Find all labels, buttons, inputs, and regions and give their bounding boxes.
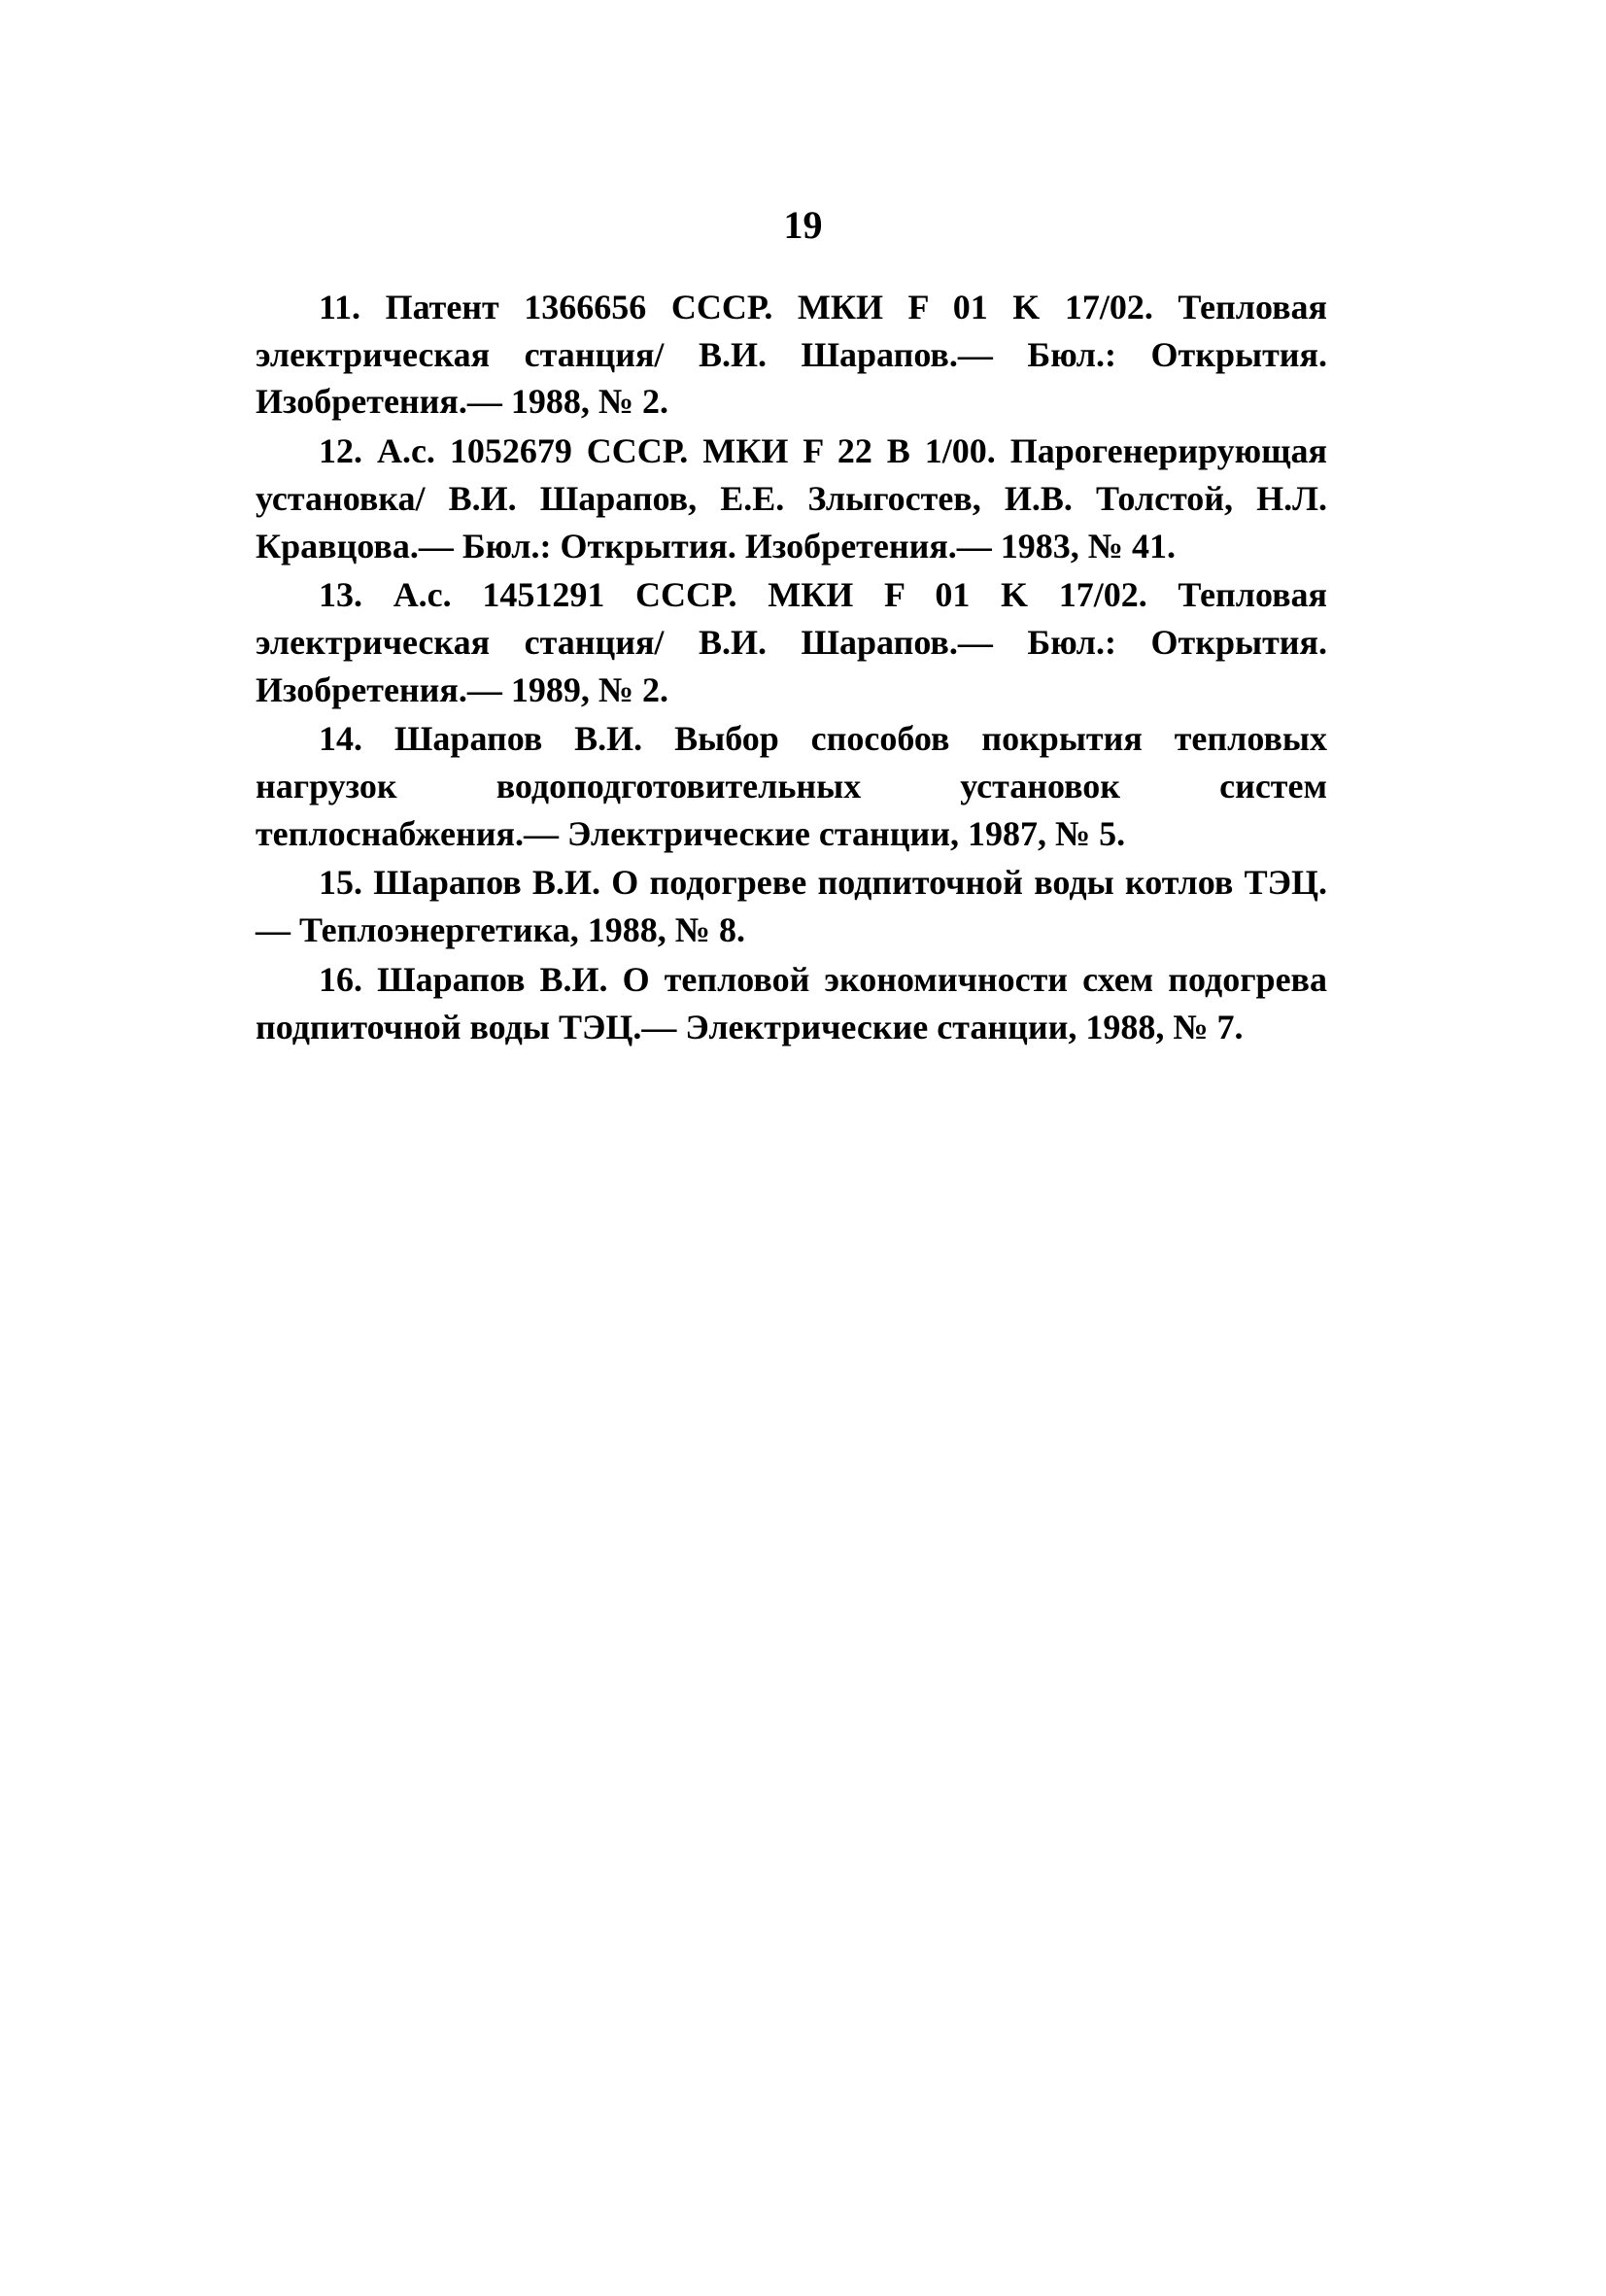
reference-item-13: 13. А.с. 1451291 СССР. МКИ F 01 K 17/02. Тепловая электрическая станция/ В.И. Шарапов.— Бюл.: Открытия. Изобретения.— 1989, № 2. [256, 575, 1327, 709]
reference-item-11: 11. Патент 1366656 СССР. МКИ F 01 K 17/02. Тепловая электрическая станция/ В.И. Шарапов.— Бюл.: Открытия. Изобретения.— 1988, № 2. [256, 288, 1327, 422]
reference-item-12: 12. А.с. 1052679 СССР. МКИ F 22 B 1/00. Парогенерирующая установка/ В.И. Шарапов, Е.Е. Злыгостев, И.В. Толстой, Н.Л. Кравцова.— Бюл.: Открытия. Изобретения.— 1983, № 41. [256, 431, 1327, 565]
reference-item-16: 16. Шарапов В.И. О тепловой экономичности схем подогрева подпиточной воды ТЭЦ.— Электрические станции, 1988, № 7. [256, 959, 1327, 1046]
reference-item-15: 15. Шарапов В.И. О подогреве подпиточной воды котлов ТЭЦ.— Теплоэнергетика, 1988, № 8. [256, 863, 1327, 950]
reference-item-14: 14. Шарапов В.И. Выбор способов покрытия тепловых нагрузок водоподготовительных установок систем теплоснабжения.— Электрические станции, 1987, № 5. [256, 719, 1327, 853]
reference-list [256, 284, 1327, 1052]
page-number: 19 [783, 203, 823, 247]
